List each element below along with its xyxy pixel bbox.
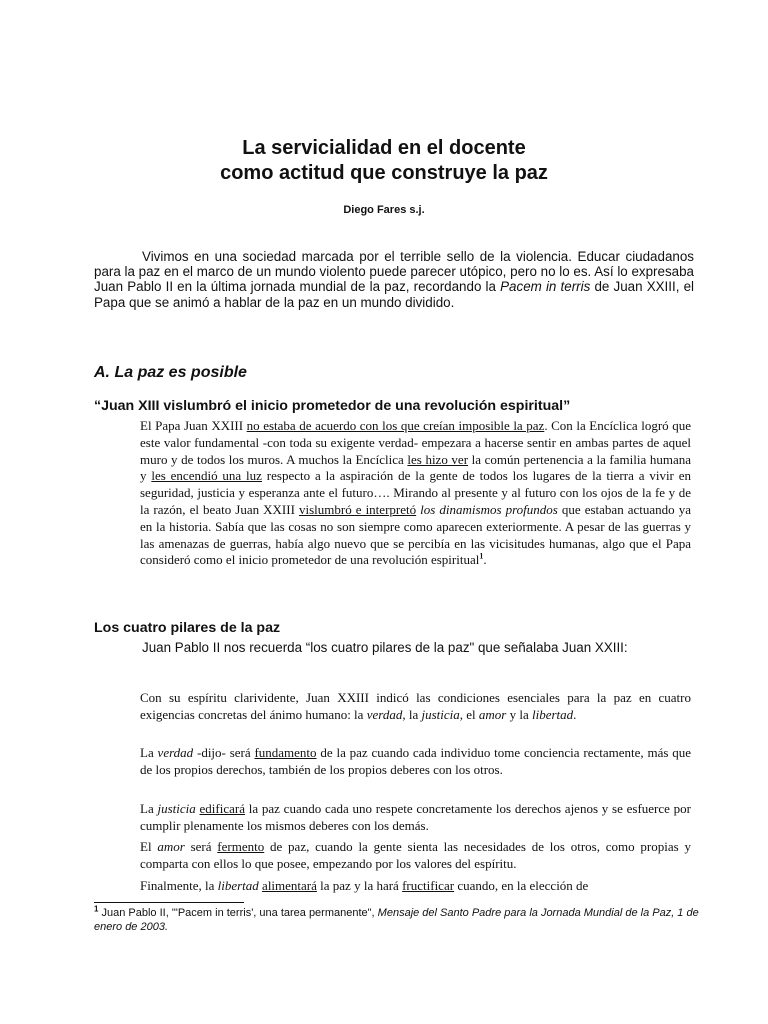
quote-text: la común pertenencia a la familia humana y	[140, 451, 691, 484]
document-title-line-2: como actitud que construye la paz	[220, 162, 548, 184]
quote-paragraph	[140, 418, 691, 569]
pillar-quote-3	[140, 801, 691, 835]
italic-word: amor	[157, 839, 185, 854]
italic-word: verdad	[157, 745, 194, 760]
author: Diego Fares s.j.	[343, 204, 425, 216]
intro-paragraph	[94, 249, 694, 310]
footnote	[94, 906, 704, 934]
italic-word: libertad	[217, 878, 259, 893]
underlined-phrase: no estaba de acuerdo con los que creían imposible la paz	[246, 418, 545, 433]
quote-text: la paz y la hará	[316, 878, 403, 893]
quote-text: será	[184, 839, 218, 854]
quote-text: respecto a la aspiración de la gente de todos los lugares de la tierra a vivir en seguridad, justicia y esperanza ante el futuro…. Mirando al presente y al futuro con los ojos de la fe y de la razón, el beato Juan XXIII	[140, 468, 692, 517]
underlined-word: fructificar	[402, 878, 455, 893]
section-subheading: “Juan XIII vislumbró el inicio prometedor de una revolución espiritual”	[94, 398, 571, 414]
underlined-phrase: les encendió una luz	[151, 468, 262, 484]
quote-text: y la	[506, 706, 532, 722]
intro-text-end: de Juan XXIII, el Papa que se animó a hablar de la paz en un mundo dividido.	[94, 279, 695, 310]
intro-text: Vivimos en una sociedad marcada por el terrible sello de la violencia. Educar ciudadanos para la paz en el marco de un mundo violento puede parecer utópico, pero no lo es. Así lo expresaba Juan Pablo II en la última jornada mundial de la paz, recordando la	[94, 249, 694, 295]
footnote-ref[interactable]: 1	[479, 552, 484, 562]
quote-text: -dijo- será	[193, 745, 255, 760]
quote-text: la paz cuando cada uno respete concretamente los derechos ajenos y se esfuerce por cumplir plenamente los mismos deberes con los demás.	[140, 801, 691, 833]
pillars-heading: Los cuatro pilares de la paz	[94, 620, 281, 636]
underlined-phrase: vislumbró e interpretó	[298, 501, 417, 517]
quote-text: Finalmente, la	[140, 878, 218, 893]
pillar-quote-1	[140, 690, 691, 724]
quote-text: , la	[402, 706, 422, 722]
italic-word: libertad	[531, 706, 574, 722]
footnote-italic: Mensaje del Santo Padre para la Jornada Mundial de la Paz, 1 de enero de 2003.	[94, 907, 699, 933]
pillars-intro-text: Juan Pablo II nos recuerda “los cuatro pilares de la paz" que señalaba Juan XXIII:	[142, 640, 628, 655]
pillar-quote-5	[140, 878, 691, 895]
document-title-line-1: La servicialidad en el docente	[242, 137, 526, 159]
italic-word: justicia	[421, 706, 460, 722]
quote-text: .	[483, 552, 487, 568]
italic-word: amor	[478, 706, 507, 722]
underlined-word: fundamento	[254, 745, 317, 760]
pillars-intro	[94, 640, 694, 655]
footnote-number: 1	[94, 904, 99, 914]
quote-text: de la paz cuando cada individuo tome conciencia rectamente, más que de los propios derechos, también de los propios deberes con los otros.	[140, 745, 692, 777]
quote-text: La	[140, 745, 158, 760]
intro-italic: Pacem in terris	[500, 279, 591, 295]
quote-text: El Papa Juan XXIII	[140, 418, 247, 433]
quote-text: El	[140, 839, 158, 854]
pillar-quote-4	[140, 839, 691, 873]
quote-text: que estaban actuando ya en la historia. Sabía que las cosas no son siempre como aparecen exteriormente. A pesar de las guerras y las amenazas de guerras, había algo nuevo que se percibía en las vicisitudes humanas, algo que el Papa consideró como el inicio prometedor de una revolución espiritual	[140, 501, 691, 568]
footnote-divider	[94, 902, 244, 903]
quote-text: de paz, cuando la gente sienta las necesidades de los otros, como propias y comparta con ellos lo que posee, empezando por los valores del espíritu.	[140, 839, 691, 871]
quote-text: , el	[459, 706, 479, 722]
underlined-word: edificará	[199, 801, 245, 816]
underlined-word: alimentará	[262, 878, 317, 893]
italic-word: verdad	[366, 706, 403, 722]
pillar-quote-2	[140, 745, 691, 779]
quote-text: cuando, en la elección de	[454, 878, 589, 893]
quote-text: . Con la Encíclica logró que este valor fundamental -con toda su exigente verdad- empezara a hacerse sentir en ambas partes de aquel muro y de todos los muros. A muchos la Encíclica	[140, 418, 691, 467]
footnote-text: Juan Pablo II, "'Pacem in terris', una tarea permanente",	[98, 907, 378, 919]
italic-phrase: los dinamismos profundos	[420, 501, 558, 517]
underlined-phrase: les hizo ver	[407, 451, 469, 467]
italic-word: justicia	[157, 801, 196, 816]
section-heading: A. La paz es posible	[94, 364, 247, 381]
quote-text: La	[140, 801, 158, 816]
underlined-word: fermento	[217, 839, 265, 854]
quote-text: .	[573, 706, 577, 722]
quote-text: Con su espíritu clarividente, Juan XXIII indicó las condiciones esenciales para la paz en cuatro exigencias concretas del ánimo humano: la	[140, 690, 691, 722]
